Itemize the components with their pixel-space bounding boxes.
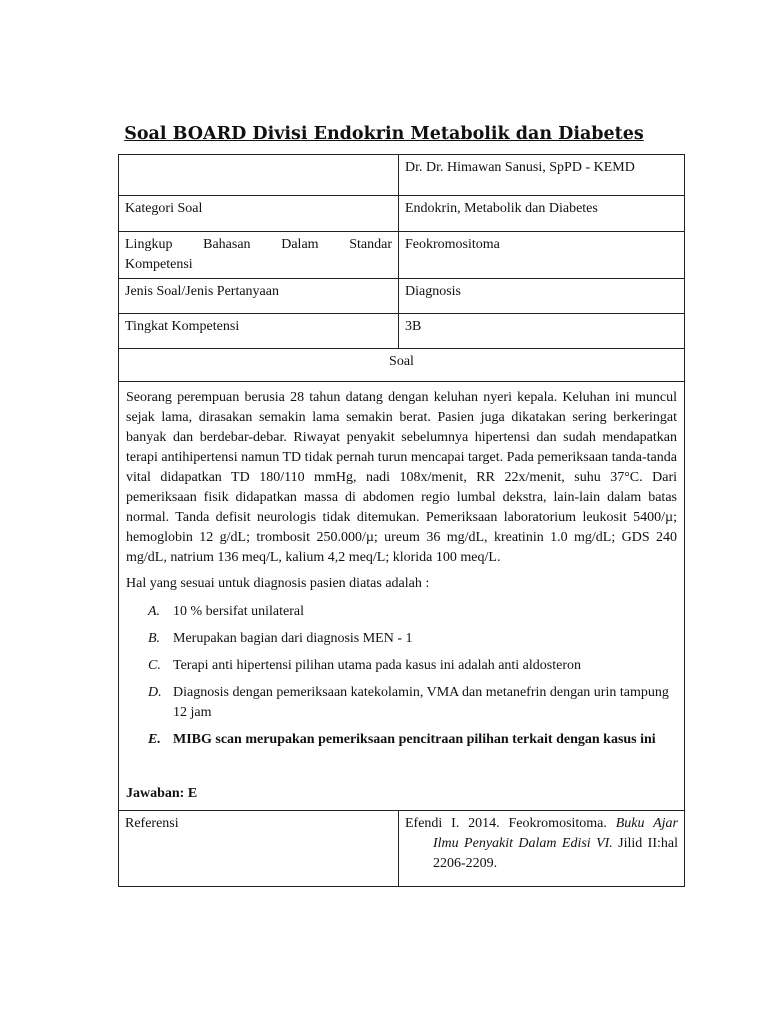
- competency-row: [119, 314, 685, 349]
- answer-key: Jawaban: E: [126, 786, 198, 801]
- question-body: [119, 382, 685, 811]
- reference-row: [119, 811, 685, 887]
- category-label: Kategori Soal: [119, 196, 399, 232]
- option-a: [126, 602, 677, 622]
- option-text: Terapi anti hipertensi pilihan utama pada kasus ini adalah anti aldosteron: [173, 658, 582, 673]
- author-value: Dr. Dr. Himawan Sanusi, SpPD - KEMD: [399, 155, 685, 196]
- option-d: [126, 683, 677, 723]
- case-description: Seorang perempuan berusia 28 tahun datang dengan keluhan nyeri kepala. Keluhan ini muncul sejak lama, dirasakan semakin lama semakin berat. Pasien juga dikatakan sering berkeringat banyak dan berdebar-debar. Riwayat penyakit sebelumnya hipertensi dan sudah mendapatkan terapi antihipertensi namun TD tidak pernah turun mencapai target. Pada pemeriksaan tanda-tanda vital didapatkan TD 180/110 mmHg, nadi 108x/menit, RR 22x/menit, suhu 37°C. Dari pemeriksaan fisik didapatkan massa di abdomen regio lumbal dekstra, lain-lain dalam batas normal. Tanda defisit neurologis tidak ditemukan. Pemeriksaan laboratorium leukosit 5400/µ; hemoglobin 12 g/dL; trombosit 250.000/µ; ureum 36 mg/dL, kreatinin 1.0 mg/dL; GDS 240 mg/dL, natrium 136 meq/L, kalium 4,2 meq/L; klorida 100 meq/L.: [126, 390, 677, 565]
- question-form-table: [118, 154, 685, 887]
- empty-label-cell: [119, 155, 399, 196]
- category-value: Endokrin, Metabolik dan Diabetes: [399, 196, 685, 232]
- option-letter: D.: [148, 685, 162, 700]
- option-letter: E.: [148, 732, 161, 747]
- competency-value: 3B: [399, 314, 685, 349]
- question-type-value: Diagnosis: [399, 279, 685, 314]
- answer-options: [126, 602, 677, 750]
- author-row: [119, 155, 685, 196]
- reference-pre: Efendi I. 2014. Feokromositoma.: [405, 816, 616, 831]
- soal-header: Soal: [119, 349, 685, 382]
- option-text: Merupakan bagian dari diagnosis MEN - 1: [173, 631, 413, 646]
- option-text: Diagnosis dengan pemeriksaan katekolamin, VMA dan metanefrin dengan urin tampung 12 jam: [173, 685, 669, 720]
- reference-post: Jilid II:hal 2206-2209.: [433, 836, 678, 871]
- reference-label: Referensi: [119, 811, 399, 887]
- reference-citation: [399, 811, 685, 887]
- scope-row: [119, 232, 685, 279]
- soal-header-row: [119, 349, 685, 382]
- scope-label-line2: Kompetensi: [125, 257, 193, 272]
- option-c: [126, 656, 677, 676]
- question-prompt: Hal yang sesuai untuk diagnosis pasien diatas adalah :: [126, 576, 430, 591]
- document-title: Soal BOARD Divisi Endokrin Metabolik dan Diabetes: [124, 124, 644, 144]
- competency-label: Tingkat Kompetensi: [119, 314, 399, 349]
- scope-label: [119, 232, 399, 279]
- option-letter: A.: [148, 604, 161, 619]
- option-e: [126, 730, 677, 750]
- question-body-row: [119, 382, 685, 811]
- scope-label-line1: Lingkup Bahasan Dalam Standar: [125, 237, 392, 252]
- category-row: [119, 196, 685, 232]
- question-type-label: Jenis Soal/Jenis Pertanyaan: [119, 279, 399, 314]
- question-type-row: [119, 279, 685, 314]
- reference-book-title: Buku Ajar Ilmu Penyakit Dalam Edisi VI.: [433, 816, 678, 851]
- option-letter: C.: [148, 658, 161, 673]
- option-text: MIBG scan merupakan pemeriksaan pencitraan pilihan terkait dengan kasus ini: [173, 732, 656, 747]
- scope-value: Feokromositoma: [399, 232, 685, 279]
- option-letter: B.: [148, 631, 161, 646]
- option-b: [126, 629, 677, 649]
- option-text: 10 % bersifat unilateral: [173, 604, 305, 619]
